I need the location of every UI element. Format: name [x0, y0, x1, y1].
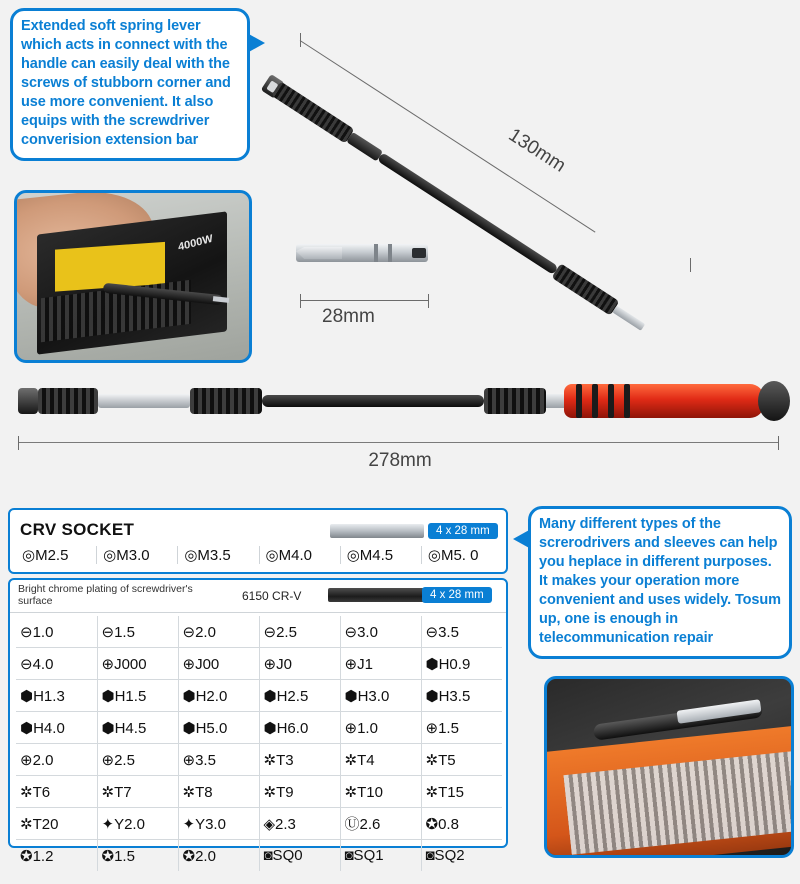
bit-cell: ⊖2.5 — [259, 616, 340, 648]
bit-sizes-panel — [8, 578, 508, 865]
bit-cell: ◙SQ2 — [425, 847, 465, 864]
table-row — [16, 744, 502, 776]
extension-bar-knurled-grip-top — [271, 81, 354, 143]
callout-extension-lever — [10, 8, 250, 161]
crv-size-cell: ◎M3.5 — [178, 546, 259, 564]
bit-cell: ⬢H2.0 — [178, 680, 259, 712]
bit-cell: ⊖1.5 — [97, 616, 178, 648]
bit-cell: ⊕J0 — [259, 648, 340, 680]
crv-size-cell: ◎M2.5 — [16, 546, 97, 564]
bit-cell: ✲T5 — [421, 744, 502, 776]
crv-size-cell: ◎M3.0 — [97, 546, 178, 564]
socket-adapter-illustration — [296, 236, 428, 270]
extension-bar-mid-collar — [346, 132, 383, 162]
crv-socket-size-badge: 4 x 28 mm — [428, 523, 498, 539]
bit-cell: ✲T3 — [259, 744, 340, 776]
dimension-tick-130-start — [300, 33, 301, 47]
extension-bar-chrome-tip — [612, 306, 645, 331]
bit-cell: ⬢H4.0 — [16, 712, 97, 744]
crv-size-cell: ◎M4.5 — [341, 546, 422, 564]
bit-cell: ✲T9 — [259, 776, 340, 808]
crv-socket-bit-image — [330, 524, 424, 538]
driver-extension-rod — [262, 395, 484, 407]
dimension-tick-130-end — [690, 258, 691, 272]
driver-end-cap — [18, 388, 38, 414]
table-row — [16, 808, 502, 840]
socket-adapter-ring-1 — [374, 244, 378, 262]
driver-grip-3 — [484, 388, 546, 414]
dimension-label-28mm: 28mm — [322, 306, 375, 327]
table-row — [16, 680, 502, 712]
bit-size-badge: 4 x 28 mm — [422, 587, 492, 603]
bit-cell: ⊖4.0 — [16, 648, 97, 680]
bit-cell: ✲T15 — [421, 776, 502, 808]
psu-wattage-text: 4000W — [177, 232, 214, 254]
dimension-tick-278-end — [778, 436, 779, 450]
crv-socket-size-row — [16, 546, 502, 564]
dimension-label-278mm: 278mm — [368, 450, 432, 471]
bit-cell: ⬢H1.5 — [97, 680, 178, 712]
bit-cell: Ⓤ2.6 — [340, 808, 421, 840]
bit-cell: ⬢H2.5 — [259, 680, 340, 712]
bit-cell: ✪1.5 — [97, 840, 178, 872]
bit-cell: ◙SQ1 — [340, 840, 421, 872]
driver-chrome-shaft — [98, 394, 190, 408]
bit-cell: ⊖3.0 — [340, 616, 421, 648]
dimension-tick-278-start — [18, 436, 19, 450]
bit-cell: ⬢H6.0 — [259, 712, 340, 744]
socket-adapter-hole — [412, 248, 426, 258]
bit-cell: ⬢H5.0 — [178, 712, 259, 744]
bit-cell: ✲T4 — [340, 744, 421, 776]
bit-cell: ⬢H0.9 — [421, 648, 502, 680]
table-row — [16, 840, 502, 872]
assembled-screwdriver-illustration — [16, 376, 784, 436]
photo-hand-using-driver — [14, 190, 252, 363]
bit-image — [328, 588, 424, 602]
bit-cell: ✲T8 — [178, 776, 259, 808]
callout-extension-lever-text: Extended soft spring lever which acts in connect with the handle can easily deal with the screws of stubborn corner and use more convenient. It also equips with the screwdriver converision extension bar — [21, 18, 231, 148]
bit-cell: ✪0.8 — [421, 808, 502, 840]
bit-cell: ⬢H3.5 — [421, 680, 502, 712]
bit-cell: ✪2.0 — [178, 840, 259, 872]
bit-material-label: 6150 CR-V — [242, 589, 302, 603]
bit-cell: ✲T7 — [97, 776, 178, 808]
bit-sizes-grid — [16, 616, 502, 871]
bit-cell: ⬢H4.5 — [97, 712, 178, 744]
bit-cell: ⊕J00 — [178, 648, 259, 680]
bit-cell: ✲T20 — [16, 808, 97, 840]
bit-cell: ⊖3.5 — [421, 616, 502, 648]
bit-panel-header — [10, 580, 506, 613]
bit-cell: ⊕2.5 — [97, 744, 178, 776]
bit-cell: ⊕1.5 — [421, 712, 502, 744]
table-row — [16, 712, 502, 744]
socket-adapter-blade — [296, 247, 342, 259]
dimension-tick-28-end — [428, 294, 429, 308]
extension-bar-knurled-grip-bottom — [551, 263, 619, 315]
callout-tail-icon — [247, 33, 265, 53]
bit-cell: ⊕2.0 — [16, 744, 97, 776]
bit-cell: ✲T6 — [16, 776, 97, 808]
table-row — [16, 776, 502, 808]
callout-many-types-text: Many different types of the screrodrivers and sleeves can help you heplace in different purposes. It makes your operation more convenient and uses widely. Tosum up, one is enough in telecommunication repair — [539, 516, 781, 646]
bit-cell: ✲T10 — [340, 776, 421, 808]
bit-cell: ⬢H3.0 — [340, 680, 421, 712]
driver-grip-1 — [38, 388, 98, 414]
socket-adapter-ring-2 — [388, 244, 392, 262]
bit-cell: ⊕3.5 — [178, 744, 259, 776]
bit-cell: ⊕J000 — [97, 648, 178, 680]
bit-sizes-table — [16, 616, 502, 871]
bit-cell: ✦Y3.0 — [178, 808, 259, 840]
handle-ring-4 — [624, 384, 630, 418]
dimension-label-130mm: 130mm — [504, 124, 570, 177]
bit-cell: ⊖1.0 — [16, 616, 97, 648]
driver-chrome-collar — [546, 394, 566, 408]
photo-bit-case — [544, 676, 794, 858]
bit-cell: ◙SQ0 — [259, 840, 340, 872]
bit-cell: ⊕1.0 — [340, 712, 421, 744]
bit-cell: ⊕J1 — [340, 648, 421, 680]
handle-ring-3 — [608, 384, 614, 418]
crv-socket-panel — [8, 508, 508, 574]
bit-cell: ⬢H1.3 — [16, 680, 97, 712]
dimension-line-28mm — [300, 300, 428, 301]
dimension-tick-28-start — [300, 294, 301, 308]
crv-size-cell: ◎M4.0 — [260, 546, 341, 564]
bit-cell: ⊖2.0 — [178, 616, 259, 648]
handle-ring-2 — [592, 384, 598, 418]
handle-swivel-cap — [758, 381, 790, 421]
table-row — [16, 616, 502, 648]
handle-ring-1 — [576, 384, 582, 418]
bit-cell: ◈2.3 — [259, 808, 340, 840]
crv-size-cell: ◎M5. 0 — [427, 547, 479, 564]
table-row — [16, 648, 502, 680]
bit-cell: ✪1.2 — [16, 840, 97, 872]
driver-grip-2 — [190, 388, 262, 414]
callout-tail-icon — [513, 529, 531, 549]
extension-bar-shaft — [271, 81, 641, 329]
crv-socket-title: CRV SOCKET — [20, 520, 135, 539]
bit-cell: ✦Y2.0 — [97, 808, 178, 840]
dimension-line-278mm — [18, 442, 778, 443]
surface-finish-note: Bright chrome plating of screwdriver's surface — [18, 583, 193, 607]
callout-many-types — [528, 506, 792, 659]
